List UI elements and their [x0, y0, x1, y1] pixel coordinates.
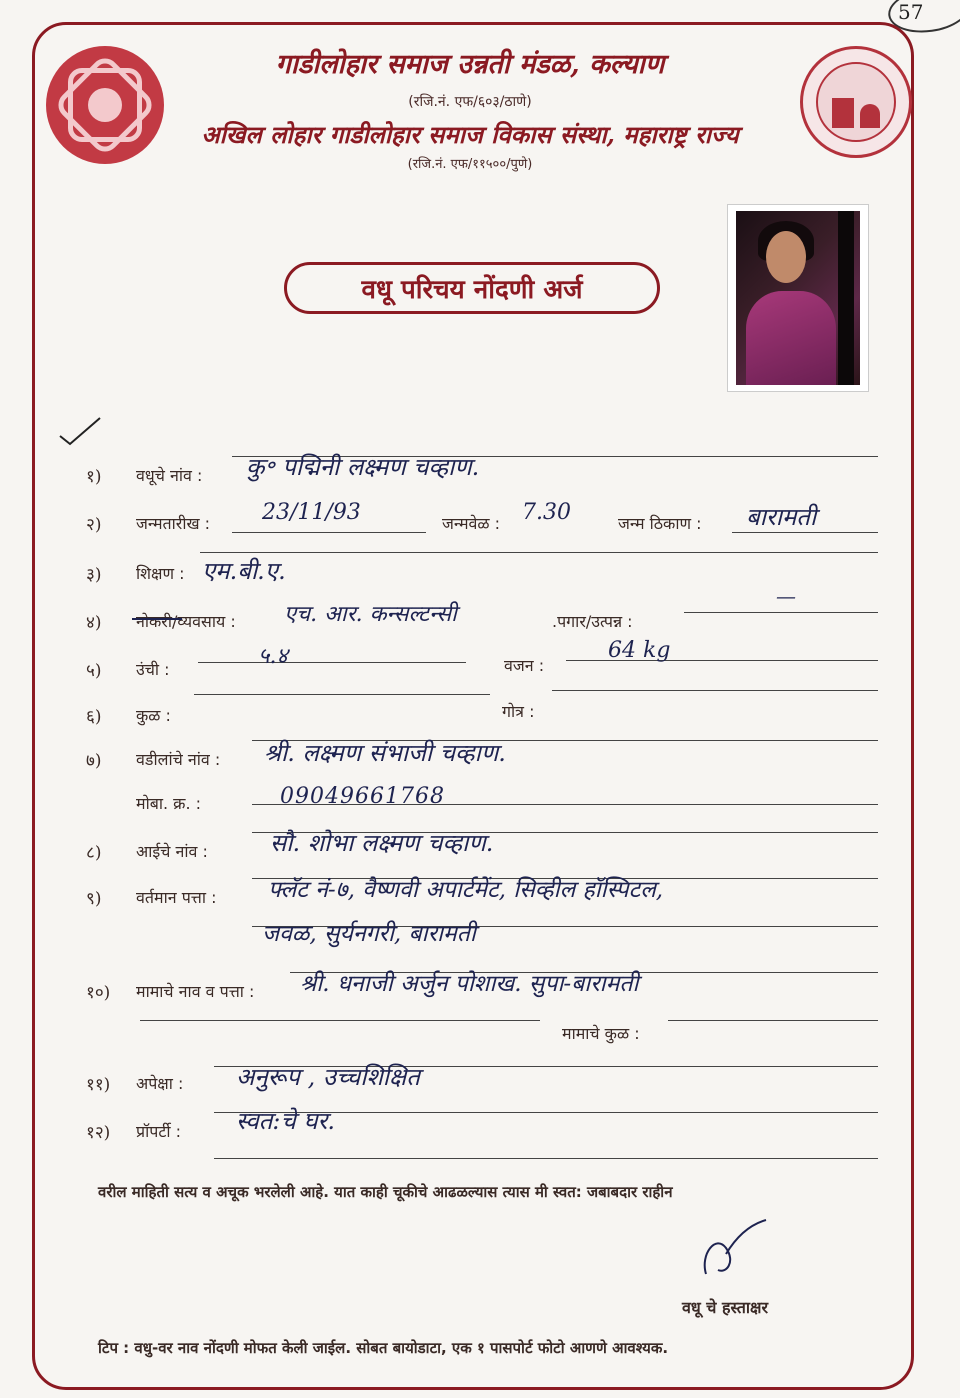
- field-3-number: ३): [86, 565, 102, 585]
- right-seal-logo: [800, 46, 912, 158]
- checkmark-icon: [58, 416, 102, 446]
- declaration-text: वरील माहिती सत्य व अचूक भरलेली आहे. यात काही चूकीचे आढळल्यास त्यास मी स्वत: जबाबदार राहीन: [98, 1183, 673, 1201]
- address-value-1: फ्लॅट नं-७, वैष्णवी अपार्टमेंट, सिव्हील हॉस्पिटल,: [268, 877, 664, 903]
- bride-signature: [696, 1214, 776, 1284]
- dob-value: 23/11/93: [262, 500, 361, 525]
- birth-place-label: जन्म ठिकाण :: [618, 514, 702, 533]
- property-label: प्रॉपर्टी :: [136, 1122, 182, 1141]
- height-label: उंची :: [136, 660, 170, 679]
- gotra-line[interactable]: [552, 690, 878, 691]
- salary-line[interactable]: [684, 612, 878, 613]
- birth-place-value: बारामती: [746, 503, 817, 531]
- corner-number: 57: [898, 0, 924, 24]
- form-title: वधू परिचय नोंदणी अर्ज: [284, 262, 660, 314]
- education-label: शिक्षण :: [136, 564, 185, 583]
- mother-name-label: आईचे नांव :: [136, 842, 208, 861]
- field-5-number: ५): [86, 661, 102, 681]
- maternal-kul-line[interactable]: [668, 1020, 878, 1021]
- occupation-label: नोकरी/व्यवसाय :: [136, 612, 236, 631]
- signature-label: वधू चे हस्ताक्षर: [682, 1298, 769, 1317]
- height-line[interactable]: [198, 662, 466, 663]
- bride-name-label: वधूचे नांव :: [136, 466, 203, 485]
- maternal-kul-label: मामाचे कुळ :: [562, 1024, 640, 1043]
- left-seal-logo: [46, 46, 164, 164]
- mother-name-value: सौ. शोभा लक्ष्मण चव्हाण.: [270, 829, 494, 857]
- maternal-uncle-label: मामाचे नाव व पत्ता :: [136, 982, 255, 1001]
- bride-photo: [728, 205, 868, 391]
- property-line-2[interactable]: [214, 1158, 878, 1159]
- field-2-number: २): [86, 515, 102, 535]
- field-1-number: १): [86, 467, 102, 487]
- weight-value: 64 kg: [608, 638, 671, 663]
- kul-line[interactable]: [194, 694, 490, 695]
- field-8-number: ८): [86, 843, 102, 863]
- birth-time-label: जन्मवेळ :: [442, 514, 501, 533]
- mobile-value: 09049661768: [280, 784, 445, 809]
- dob-line[interactable]: [232, 532, 426, 533]
- salary-label: .पगार/उत्पन्न :: [552, 612, 633, 631]
- field-4-number: ४): [86, 613, 102, 633]
- footer-note: टिप : वधु-वर नाव नोंदणी मोफत केली जाईल. सोबत बायोडाटा, एक १ पासपोर्ट फोटो आणणे आवश्यक.: [98, 1339, 669, 1357]
- dob-label: जन्मतारीख :: [136, 514, 211, 533]
- kul-label: कुळ :: [136, 706, 171, 725]
- mobile-label: मोबा. क्र. :: [136, 794, 202, 813]
- property-value: स्वत:चे घर.: [236, 1107, 335, 1135]
- gotra-label: गोत्र :: [502, 702, 535, 721]
- address-value-2: जवळ, सुर्यनगरी, बारामती: [262, 921, 476, 947]
- expectation-label: अपेक्षा :: [136, 1074, 184, 1093]
- maternal-uncle-line-2[interactable]: [140, 1020, 540, 1021]
- education-line[interactable]: [200, 552, 878, 553]
- salary-value: —: [776, 584, 796, 608]
- field-12-number: १२): [86, 1123, 111, 1143]
- height-value: ५.४: [258, 644, 288, 669]
- maternal-uncle-value: श्री. धनाजी अर्जुन पोशाख. सुपा-बारामती: [300, 971, 639, 997]
- father-name-value: श्री. लक्ष्मण संभाजी चव्हाण.: [264, 739, 506, 767]
- expectation-value: अनुरूप , उच्चशिक्षित: [236, 1063, 420, 1091]
- org-reg-2: (रजि.नं. एफ/११५००/पुणे): [407, 157, 533, 172]
- field-7-number: ७): [86, 751, 102, 771]
- bride-name-value: कु॰ पद्मिनी लक्ष्मण चव्हाण.: [246, 453, 480, 481]
- address-label: वर्तमान पत्ता :: [136, 888, 217, 907]
- field-6-number: ६): [86, 707, 102, 727]
- org-name-1: गाडीलोहार समाज उन्नती मंडळ, कल्याण: [275, 49, 665, 80]
- field-10-number: १०): [86, 983, 111, 1003]
- field-11-number: ११): [86, 1075, 111, 1095]
- weight-label: वजन :: [504, 656, 545, 675]
- occupation-value: एच. आर. कन्सल्टन्सी: [284, 602, 457, 627]
- father-name-label: वडीलांचे नांव :: [136, 750, 221, 769]
- org-name-2: अखिल लोहार गाडीलोहार समाज विकास संस्था, महाराष्ट्र राज्य: [201, 120, 739, 149]
- education-value: एम.बी.ए.: [202, 557, 286, 585]
- birth-time-value: 7.30: [522, 500, 571, 525]
- org-reg-1: (रजि.नं. एफ/६०३/ठाणे): [408, 94, 532, 110]
- field-9-number: ९): [86, 889, 102, 909]
- occupation-label-strike: [132, 618, 182, 620]
